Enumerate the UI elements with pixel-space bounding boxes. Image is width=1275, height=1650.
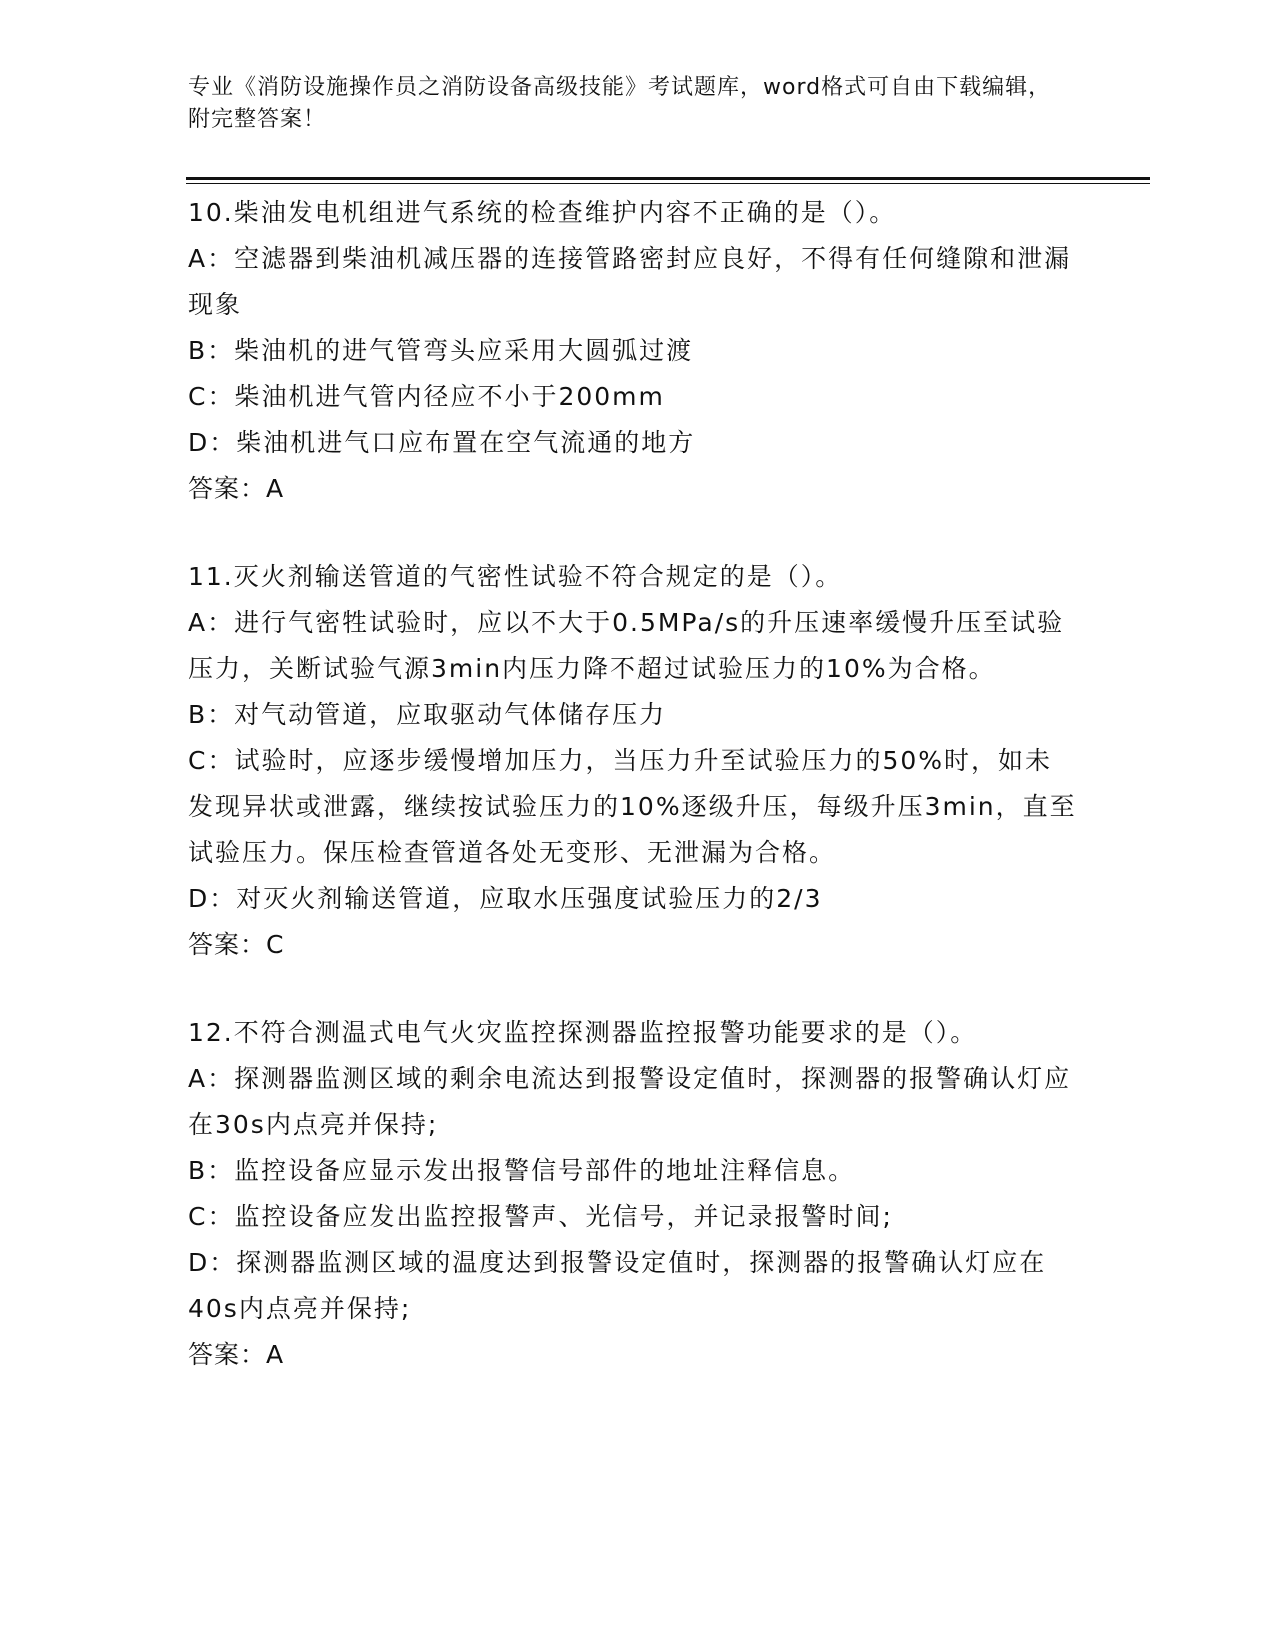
option-d: D：探测器监测区域的温度达到报警设定值时，探测器的报警确认灯应在40s内点亮并保持;	[188, 1248, 1047, 1323]
option-c: C：监控设备应发出监控报警声、光信号，并记录报警时间;	[188, 1202, 893, 1231]
option-a: A：进行气密牲试验时，应以不大于0.5MPa/s的升压速率缓慢升压至试验压力，关断试验气源3min内压力降不超过试验压力的10%为合格。	[188, 608, 1065, 683]
option-b: B：监控设备应显示发出报警信号部件的地址注释信息。	[188, 1156, 856, 1185]
question-11	[188, 554, 1078, 968]
document-header: 专业《消防设施操作员之消防设备高级技能》考试题库，word格式可自由下载编辑，附完整答案！	[188, 75, 1052, 132]
answer-label: 答案：C	[188, 930, 285, 959]
question-12	[188, 1010, 1078, 1378]
question-10	[188, 190, 1078, 512]
question-stem: 11.灭火剂输送管道的气密性试验不符合规定的是（）。	[188, 562, 843, 591]
header-divider-thick	[186, 177, 1150, 180]
option-c: C：试验时，应逐步缓慢增加压力，当压力升至试验压力的50%时，如未发现异状或泄露，继续按试验压力的10%逐级升压，每级升压3min，直至试验压力。保压检查管道各处无变形、无泄漏为合格。	[188, 746, 1077, 867]
question-list	[188, 190, 1078, 1420]
header-divider-thin	[186, 183, 1150, 184]
option-b: B：柴油机的进气管弯头应采用大圆弧过渡	[188, 336, 694, 365]
question-stem: 12.不符合测温式电气火灾监控探测器监控报警功能要求的是（）。	[188, 1018, 978, 1047]
option-c: C：柴油机进气管内径应不小于200mm	[188, 382, 665, 411]
answer-label: 答案：A	[188, 1340, 285, 1369]
option-d: D：柴油机进气口应布置在空气流通的地方	[188, 428, 696, 457]
option-d: D：对灭火剂输送管道，应取水压强度试验压力的2/3	[188, 884, 823, 913]
option-a: A：探测器监测区域的剩余电流达到报警设定值时，探测器的报警确认灯应在30s内点亮并保持;	[188, 1064, 1072, 1139]
option-b: B：对气动管道，应取驱动气体储存压力	[188, 700, 667, 729]
option-a: A：空滤器到柴油机减压器的连接管路密封应良好，不得有任何缝隙和泄漏现象	[188, 244, 1072, 319]
answer-label: 答案：A	[188, 474, 285, 503]
question-stem: 10.柴油发电机组进气系统的检查维护内容不正确的是（）。	[188, 198, 897, 227]
